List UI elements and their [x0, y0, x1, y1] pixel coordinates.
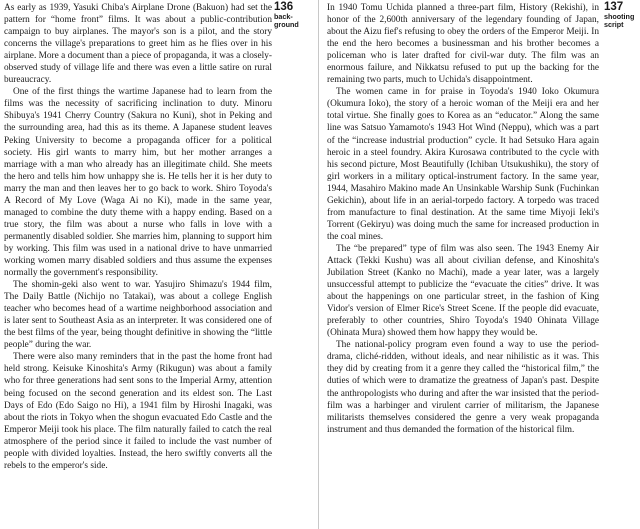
right-page: [320, 0, 640, 529]
right-text-column: [327, 2, 599, 436]
paragraph: The women came in for praise in Toyoda's 1940 Ioko Okumura (Okumura Ioko), the story of a heroic woman of the Meiji era and her total virtue. She finally goes to Korea as an “educator.” Along the same line was Satsuo Yamamoto's 1943 Hot Wind (Neppu), which was a part of the “increase industrial production” cycle. It had Setsuko Hara again heroic in a steel foundry. Akira Kurosawa contributed to the cycle with his second picture, Most Beautifully (Ichiban Utsukushiku), the story of girl workers in a military optical-instrument factory. In the same year, 1944, Masahiro Makino made An Unsinkable Warship Sunk (Fuchinkan Gekichin), about life in an aerial-torpedo factory. A torpedo was traced from manufacture to final destination. At the same time Miyoji Ieki's Torrent (Gekiryu) was doing much the same for increased production in the coal mines.: [327, 87, 599, 242]
page-number: 137: [604, 1, 624, 13]
right-page-header: [604, 1, 640, 29]
paragraph: The shomin-geki also went to war. Yasujiro Shimazu's 1944 film, The Daily Battle (Nichijo no Tatakai), was about a college English teacher who becomes head of a wartime neighborhood association and is later sent to Southeast Asia as an interpreter. It was considered one of the best films of the year, being thought definitive in showing the “little people” during the war.: [4, 280, 272, 351]
paragraph: The national-policy program even found a way to use the period-drama, cliché-ridden, without ideals, and near nihilistic as it was. This they did by creating from it a genre they called the “historical film,” the duties of which were to dramatize the greatness of Japan's past. Despite the anthropologists who during and after the war insisted that the period-film was a harbinger and virulent carrier of militarism, the Japanese militarists themselves considered the genre a very weak propaganda instrument and thus demanded the formation of the historical film.: [327, 340, 599, 435]
paragraph: The “be prepared” type of film was also seen. The 1943 Enemy Air Attack (Tekki Kushu) was all about civilian defense, and Kinoshita's Jubilation Street (Kanko no Machi), made a year later, was a largely unsuccessful attempt to publicize the “evacuate the cities” drive. It was about the happenings on one particular street, in the fashion of King Vidor's version of Elmer Rice's Street Scene. If the people did evacuate, preferably to other countries, Shiro Toyoda's 1940 Ohinata Village (Ohinata Mura) showed them how happy they would be.: [327, 243, 599, 339]
page-gutter: [318, 0, 319, 529]
paragraph: As early as 1939, Yasuki Chiba's Airplane Drone (Bakuon) had set the pattern for “home front” films. It was about a public-contribution campaign to buy airplanes. The mayor's son is a pilot, and the story concerns the village's preparations to greet him as he flies over in his airplane. More a document than a piece of propaganda, it was a closely-observed study of village life and there was even a little satire on rural bureaucracy.: [4, 3, 272, 86]
running-head: shooting script: [604, 12, 635, 29]
page-number: 136: [274, 1, 294, 13]
paragraph: One of the first things the wartime Japanese had to learn from the films was the necessity of sacrificing inclination to duty. Minoru Shibuya's 1941 Cherry Country (Sakura no Kuni), shot in Peking and the surrounding area, had this as its theme. A Japanese student leaves Peking University to become a propaganda officer for a political society. His girl wants to marry him, but her mother arranges a marriage with a man who already has an illegitimate child. She meets the hero and tells him how unhappy she is. He tells her it is her duty to marry the man and then leaves her to go back to work. Shiro Toyoda's A Record of My Love (Waga Ai no Ki), made in the same year, managed to combine the duty theme with a happy ending. Based on a true story, the film was about a nurse who falls in love with a permanently disabled soldier. She marries him, planning to support him by working. This film was used in a national drive to have unmarried working women marry disabled soldiers and thus assume the expenses normally the government's responsibility.: [4, 87, 272, 279]
left-page-header: [274, 1, 318, 29]
paragraph: In 1940 Tomu Uchida planned a three-part film, History (Rekishi), in honor of the 2,600th anniversary of the legendary founding of Japan, about the Aizu fief's refusing to obey the orders of the Emperor Meiji. In the end the hero becomes a businessman and his brother becomes a policeman who is later drafted for civil-war duty. The film was an enormous failure, and Nikkatsu refused to put up the backing for the remaining two parts, much to Uchida's disappointment.: [327, 3, 599, 86]
running-head: back- ground: [274, 12, 299, 29]
left-text-column: [4, 2, 272, 472]
paragraph: There were also many reminders that in the past the home front had held strong. Keisuke Kinoshita's Army (Rikugun) was about a family who for three generations had sent sons to the Imperial Army, attention being focused on the second generation and its eldest son. The Last Days of Edo (Edo Saigo no Hi), a 1941 film by Hiroshi Inagaki, was about the riots in Tokyo when the shogun evacuated Edo Castle and the Emperor Meiji took his place. The film naturally failed to catch the real atmosphere of the period since it failed to include the vast number of people with divided loyalties. Instead, the hero swiftly converts all the rebels to the emperor's side.: [4, 352, 272, 471]
